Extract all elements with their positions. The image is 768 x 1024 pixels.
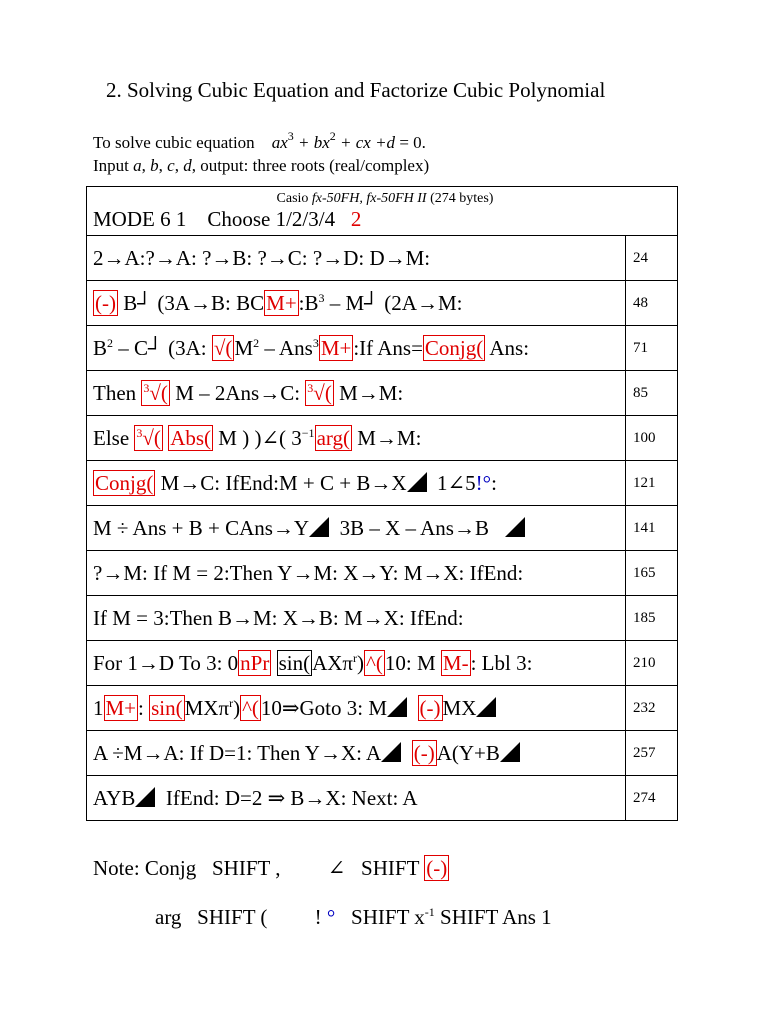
table-row — [87, 641, 678, 686]
table-row — [87, 371, 678, 416]
byte-count: 71 — [626, 326, 678, 371]
intro-line-1: To solve cubic equation $ax^3 + bx^2$ + cx +d = 0. — [93, 129, 426, 152]
mode-line: MODE 6 1 Choose 1/2/3/4 2 — [93, 206, 362, 231]
code-line: 1M+: sin(MXπ$^r$)^(10⇒Goto 3: M (-)MX — [87, 686, 626, 731]
program-table — [86, 186, 678, 821]
byte-count: 100 — [626, 416, 678, 461]
table-row — [87, 776, 678, 821]
table-row — [87, 596, 678, 641]
calculator-model: Casio fx-50FH, fx-50FH II (274 bytes) — [276, 190, 494, 206]
program-header — [87, 187, 678, 236]
display-triangle-icon — [387, 697, 407, 717]
cubic-equation: $ax^3 + bx^2$ + cx +d — [271, 129, 396, 152]
code-line: AYB IfEnd: D=2 ⇒ B→X: Next: A — [87, 776, 626, 821]
code-line: Else $^3$√( Abs( M ) )∠( $3^{-1}arg$( M→M: — [87, 416, 626, 461]
byte-count: 232 — [626, 686, 678, 731]
note-line-2: arg SHIFT ( ! ° SHIFT $x^{-1}$ SHIFT Ans 1 — [155, 905, 552, 929]
byte-count: 257 — [626, 731, 678, 776]
table-row — [87, 281, 678, 326]
intro-text — [93, 125, 429, 177]
table-row — [87, 326, 678, 371]
table-row — [87, 416, 678, 461]
byte-count: 165 — [626, 551, 678, 596]
table-row — [87, 506, 678, 551]
code-line: Conjg( M→C: IfEnd:M + C + B→X 1∠5!°: — [87, 461, 626, 506]
display-triangle-icon — [407, 472, 427, 492]
display-triangle-icon — [505, 517, 525, 537]
byte-count: 274 — [626, 776, 678, 821]
display-triangle-icon — [309, 517, 329, 537]
byte-count: 141 — [626, 506, 678, 551]
byte-count: 121 — [626, 461, 678, 506]
code-line: 2→A:?→A: ?→B: ?→C: ?→D: D→M: — [87, 236, 626, 281]
code-line: A ÷M→A: If D=1: Then Y→X: A (-)A(Y+B — [87, 731, 626, 776]
byte-count: 85 — [626, 371, 678, 416]
byte-count: 210 — [626, 641, 678, 686]
code-line: (-) B┘ (3A→B: $BCM+:B^3$ – M┘ (2A→M: — [87, 281, 626, 326]
code-line: M ÷ Ans + B + CAns→Y 3B – X – Ans→B — [87, 506, 626, 551]
byte-count: 185 — [626, 596, 678, 641]
note-line-1: Note: Conjg SHIFT , ∠ SHIFT (-) — [93, 856, 448, 880]
table-row — [87, 236, 678, 281]
code-line: For 1→D To 3: 0nPr sin(AXπ$^r$)^(10: M M-: Lbl 3: — [87, 641, 626, 686]
page-title: 2. Solving Cubic Equation and Factorize Cubic Polynomial — [106, 78, 606, 102]
code-line: ?→M: If M = 2:Then Y→M: X→Y: M→X: IfEnd: — [87, 551, 626, 596]
byte-count: 24 — [626, 236, 678, 281]
intro-line-2: Input a, b, c, d, output: three roots (real/complex) — [93, 156, 430, 175]
intro-prefix: To solve cubic equation — [93, 133, 255, 152]
mode-choice: 2 — [350, 206, 362, 231]
program-header-row — [87, 187, 678, 236]
display-triangle-icon — [476, 697, 496, 717]
code-line: $B^2$ – C┘ (3A: $√(M^2$ – Ans$^3$M+:If Ans=Conjg( Ans: — [87, 326, 626, 371]
display-triangle-icon — [500, 742, 520, 762]
display-triangle-icon — [381, 742, 401, 762]
byte-count: 48 — [626, 281, 678, 326]
display-triangle-icon — [135, 787, 155, 807]
code-line: If M = 3:Then B→M: X→B: M→X: IfEnd: — [87, 596, 626, 641]
table-row — [87, 731, 678, 776]
table-row — [87, 551, 678, 596]
code-line: Then $^3$√( M – 2Ans→C: $^3$√( M→M: — [87, 371, 626, 416]
table-row — [87, 686, 678, 731]
table-row — [87, 461, 678, 506]
